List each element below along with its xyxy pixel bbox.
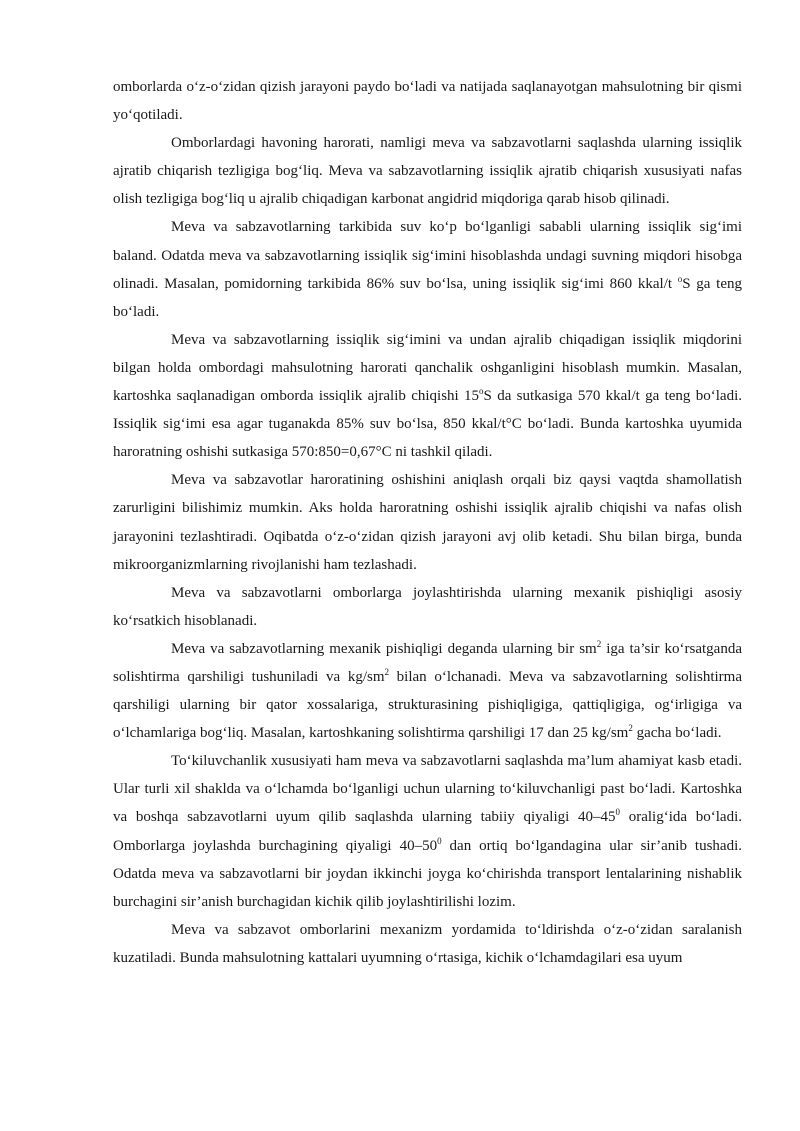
document-page (113, 73, 742, 972)
paragraph-p2 (113, 213, 742, 325)
paragraph-p1 (113, 129, 742, 213)
text-run: gacha bo‘ladi. (632, 725, 722, 742)
paragraph-p6 (113, 635, 742, 747)
text-run: oralig‘ida bo‘ladi. Omborlarga joylashda burchagining qiyaligi 40–50 (113, 809, 742, 854)
text-run: To‘kiluvchanlik xususiyati ham meva va sabzavotlarni saqlashda ma’lum ahamiyat kasb etadi. Ular turli xil shaklda va o‘lchamda bo‘lganligi uchun ularning to‘kiluvchanligi past bo‘ladi. Kartoshka va boshqa sabzavotlarni uyum qilib saqlashda ularning tabiiy qiyaligi 40–45 (113, 753, 742, 826)
text-run: Meva va sabzavot omborlarini mexanizm yordamida to‘ldirishda o‘z-o‘zidan saralanish kuzatiladi. Bunda mahsulotning kattalari uyumning o‘rtasiga, kichik o‘lchamdagilari esa uyum (113, 921, 742, 966)
paragraph-p7 (113, 747, 742, 916)
text-run: Meva va sabzavotlarning tarkibida suv ko‘p bo‘lganligi sababli ularning issiqlik sig‘imi baland. Odatda meva va sabzavotlarning issiqlik sig‘imini hisoblashda undagi suvning miqdori hisobga olinadi. Masalan, pomidorning tarkibida 86% suv bo‘lsa, uning issiqlik sig‘imi 860 kkal/t (113, 219, 742, 292)
superscript: 2 (628, 723, 633, 734)
superscript: o (677, 273, 683, 284)
superscript: 2 (384, 666, 389, 677)
text-run: Meva va sabzavotlar haroratining oshishini aniqlash orqali biz qaysi vaqtda shamollatish zarurligini bilishimiz mumkin. Aks holda haroratning oshishi issiqlik ajralib chiqishi va nafas olish jarayonini tezlashtiradi. Oqibatda o‘z-o‘zidan qizish jarayoni avj olib ketadi. Shu bilan birga, bunda mikroorganizmlarning rivojlanishi ham tezlashadi. (113, 472, 742, 573)
text-run: bilan o‘lchanadi. Meva va sabzavotlarning solishtirma qarshiligi ularning bir qator xossalariga, strukturasining pishiqligiga, qattiqligiga, og‘irligiga va o‘lchamlariga bog‘liq. Masalan, kartoshkaning solishtirma qarshiligi 17 dan 25 kg/sm (113, 668, 742, 742)
text-run: Meva va sabzavotlarning issiqlik sig‘imini va undan ajralib chiqadigan issiqlik miqdorini bilgan holda ombordagi mahsulotning harorati qanchalik oshganligini hisoblash mumkin. Masalan, kartoshka saqlanadigan omborda issiqlik ajralib chiqishi 15 (113, 331, 742, 405)
text-run: iga ta’sir ko‘rsatganda solishtirma qarshiligi tushuniladi va kg/sm (113, 640, 742, 685)
superscript: 0 (437, 835, 442, 846)
superscript: 0 (615, 807, 621, 818)
paragraph-p3 (113, 326, 742, 466)
paragraph-p0 (113, 73, 742, 129)
text-run: S ga teng bo‘ladi. (113, 275, 742, 320)
text-run: Meva va sabzavotlarning mexanik pishiqligi deganda ularning bir sm (171, 640, 597, 657)
text-run: Meva va sabzavotlarni omborlarga joylashtirishda ularning mexanik pishiqligi asosiy ko‘rsatkich hisoblanadi. (113, 584, 742, 629)
text-run: Omborlardagi havoning harorati, namligi meva va sabzavotlarni saqlashda ularning issiqlik ajratib chiqarish tezligiga bog‘liq. Meva va sabzavotlarning issiqlik ajratib chiqarish xususiyati nafas olish tezligiga bog‘liq u ajralib chiqadigan karbonat angidrid miqdoriga qarab hisob qilinadi. (113, 135, 742, 208)
text-run: omborlarda o‘z-o‘zidan qizish jarayoni paydo bo‘ladi va natijada saqlanayotgan mahsulotning bir qismi yo‘qotiladi. (113, 79, 742, 124)
text-run: dan ortiq bo‘lgandagina ular sir’anib tushadi. Odatda meva va sabzavotlarni bir joydan ikkinchi joyga ko‘chirishda transport lentalarining nishablik burchagini sir’anish burchagidan kichik qilib joylashtirilishi lozim. (113, 837, 742, 910)
paragraph-p8 (113, 916, 742, 972)
superscript: 2 (596, 638, 602, 649)
paragraph-p5 (113, 579, 742, 635)
superscript: o (479, 386, 484, 397)
paragraph-p4 (113, 466, 742, 578)
text-run: S da sutkasiga 570 kkal/t ga teng bo‘ladi. Issiqlik sig‘imi esa agar tuganakda 85% suv bo‘lsa, 850 kkal/t°C bo‘ladi. Bunda kartoshka uyumida haroratning oshishi sutkasiga 570:850=0,67°C ni tashkil qiladi. (113, 388, 742, 461)
